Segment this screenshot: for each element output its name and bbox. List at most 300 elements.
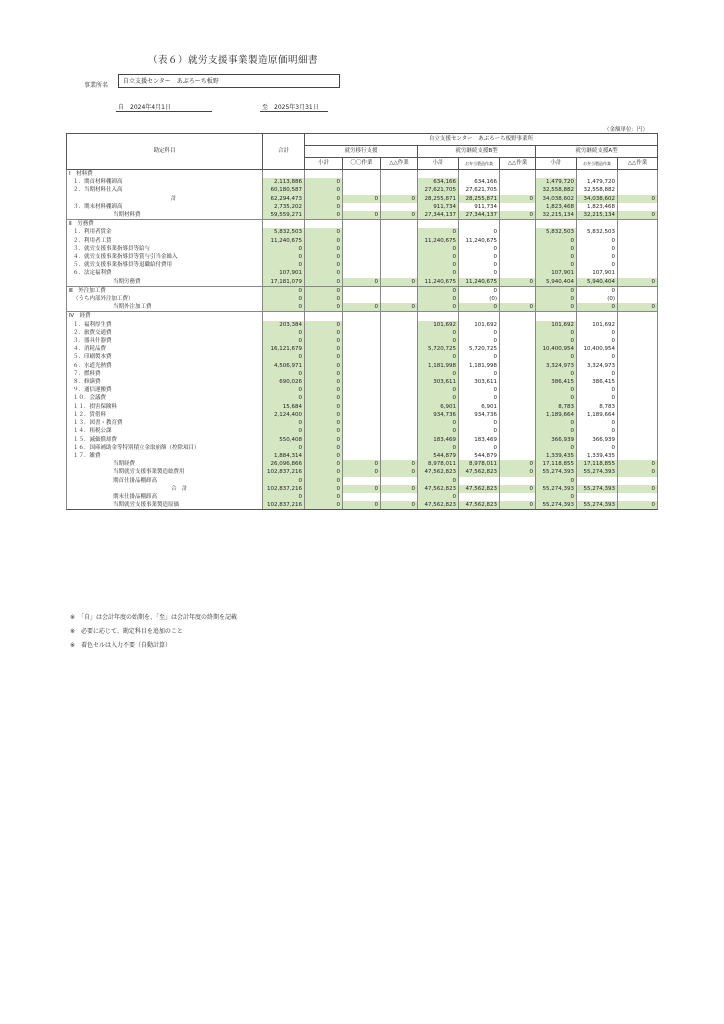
- row-value: 0: [459, 444, 500, 452]
- row-value: 5,720,725: [459, 345, 500, 353]
- row-value: [500, 362, 536, 370]
- row-value: 34,038,602: [536, 195, 577, 203]
- row-label: ６．法定福利費: [67, 269, 263, 277]
- row-value: [500, 394, 536, 402]
- row-value: 0: [418, 253, 459, 261]
- row-value: [381, 245, 418, 253]
- row-value: 102,837,216: [263, 468, 305, 476]
- row-value: [381, 253, 418, 261]
- row-value: 0: [459, 329, 500, 337]
- row-value: 0: [459, 269, 500, 277]
- row-value: 0: [459, 228, 500, 236]
- row-label: Ⅰ 材料費: [67, 170, 263, 179]
- row-value: [381, 353, 418, 361]
- row-value: 10,400,954: [577, 345, 618, 353]
- row-value: 0: [500, 485, 536, 493]
- row-value: 0: [418, 245, 459, 253]
- row-value: 1,189,664: [536, 411, 577, 419]
- table-row: [67, 269, 658, 277]
- row-value: [500, 295, 536, 303]
- row-label: Ⅱ 労務費: [67, 220, 263, 229]
- row-value: 1,884,314: [263, 452, 305, 460]
- table-row: [67, 211, 658, 220]
- row-value: 0: [305, 353, 343, 361]
- table-row: [67, 345, 658, 353]
- table-row: [67, 362, 658, 370]
- table-row: [67, 485, 658, 493]
- row-value: [381, 362, 418, 370]
- row-value: 544,879: [459, 452, 500, 460]
- row-value: [305, 312, 343, 321]
- row-value: 1,479,720: [536, 178, 577, 186]
- row-value: [459, 477, 500, 485]
- row-label: １２．賃借料: [67, 411, 263, 419]
- row-label: １７．雑費: [67, 452, 263, 460]
- header-col: お弁当製造作業: [459, 158, 500, 170]
- table-row: [67, 394, 658, 402]
- row-value: 0: [536, 245, 577, 253]
- row-value: 55,274,393: [577, 468, 618, 476]
- row-value: 0: [381, 501, 418, 510]
- row-value: 1,823,468: [577, 203, 618, 211]
- row-value: 0: [263, 419, 305, 427]
- row-label: 当期外注加工費: [67, 303, 263, 312]
- row-value: [418, 220, 459, 229]
- row-value: [500, 253, 536, 261]
- row-value: [343, 261, 381, 269]
- row-value: 0: [305, 203, 343, 211]
- row-value: 47,562,823: [418, 485, 459, 493]
- row-value: 0: [263, 295, 305, 303]
- table-row: [67, 321, 658, 329]
- header-col: 小計: [305, 158, 343, 170]
- row-value: 0: [263, 303, 305, 312]
- row-value: 0: [536, 353, 577, 361]
- row-value: 0: [500, 501, 536, 510]
- row-value: [381, 345, 418, 353]
- header-group: 自立支援センター あぶろーち板野事業所: [305, 134, 658, 146]
- row-value: [343, 237, 381, 245]
- row-value: [500, 444, 536, 452]
- row-value: 0: [305, 460, 343, 468]
- row-value: 0: [500, 468, 536, 476]
- row-value: 107,901: [536, 269, 577, 277]
- row-value: [618, 419, 658, 427]
- row-value: 55,274,393: [536, 485, 577, 493]
- row-value: [381, 269, 418, 277]
- row-value: 0: [577, 394, 618, 402]
- row-value: 0: [381, 303, 418, 312]
- row-value: 0: [305, 286, 343, 295]
- row-value: 0: [263, 493, 305, 501]
- row-value: [343, 362, 381, 370]
- row-value: 0: [343, 211, 381, 220]
- row-label: ４．就労支援事業指導員等賞与引当金繰入: [67, 253, 263, 261]
- row-value: 0: [577, 370, 618, 378]
- row-value: [381, 436, 418, 444]
- row-value: 934,736: [459, 411, 500, 419]
- row-value: (0): [459, 295, 500, 303]
- row-label: ５．印刷製本費: [67, 353, 263, 361]
- row-value: [500, 452, 536, 460]
- row-value: 0: [263, 477, 305, 485]
- row-value: 0: [418, 477, 459, 485]
- header-col: △△作業: [500, 158, 536, 170]
- table-row: [67, 195, 658, 203]
- row-value: 0: [418, 261, 459, 269]
- row-value: [381, 237, 418, 245]
- row-value: 5,832,503: [536, 228, 577, 236]
- row-value: [618, 362, 658, 370]
- row-value: [618, 237, 658, 245]
- row-label: １．利用者賃金: [67, 228, 263, 236]
- row-value: 47,562,823: [459, 485, 500, 493]
- row-label: １４．租税公課: [67, 427, 263, 435]
- row-value: [381, 170, 418, 179]
- row-value: 0: [618, 468, 658, 476]
- row-label: ２．利用者工賃: [67, 237, 263, 245]
- row-value: 2,735,202: [263, 203, 305, 211]
- row-value: [381, 370, 418, 378]
- row-value: 0: [305, 452, 343, 460]
- header-col: 小計: [536, 158, 577, 170]
- row-value: 0: [305, 362, 343, 370]
- row-label: 合 計: [67, 485, 263, 493]
- row-value: 0: [577, 237, 618, 245]
- row-value: 0: [536, 394, 577, 402]
- row-value: 0: [618, 501, 658, 510]
- row-value: [500, 477, 536, 485]
- row-value: 0: [263, 253, 305, 261]
- row-value: 0: [305, 211, 343, 220]
- row-value: [500, 403, 536, 411]
- row-value: [577, 493, 618, 501]
- row-value: 0: [459, 419, 500, 427]
- row-value: 0: [500, 278, 536, 287]
- row-value: 32,215,134: [577, 211, 618, 220]
- row-value: 3,324,973: [536, 362, 577, 370]
- row-value: 0: [381, 485, 418, 493]
- row-value: [343, 178, 381, 186]
- row-value: 690,026: [263, 378, 305, 386]
- row-value: [343, 444, 381, 452]
- row-value: 303,611: [459, 378, 500, 386]
- row-value: 634,166: [418, 178, 459, 186]
- table-row: [67, 253, 658, 261]
- row-value: [263, 312, 305, 321]
- row-value: 55,274,393: [577, 501, 618, 510]
- row-value: [381, 378, 418, 386]
- row-value: [343, 253, 381, 261]
- row-value: [618, 321, 658, 329]
- row-value: [343, 321, 381, 329]
- row-value: 6,901: [418, 403, 459, 411]
- row-value: [459, 220, 500, 229]
- table-row: [67, 493, 658, 501]
- row-value: 11,240,675: [418, 278, 459, 287]
- row-label: ２．旅費交通費: [67, 329, 263, 337]
- row-value: [343, 203, 381, 211]
- row-value: [618, 403, 658, 411]
- row-value: 0: [263, 386, 305, 394]
- row-value: [459, 312, 500, 321]
- row-value: 0: [305, 427, 343, 435]
- row-label: 期首仕掛品棚卸高: [67, 477, 263, 485]
- row-label: 当期経費: [67, 460, 263, 468]
- row-value: [500, 170, 536, 179]
- row-value: 17,118,855: [536, 460, 577, 468]
- row-value: 0: [536, 253, 577, 261]
- table-row: [67, 261, 658, 269]
- header-col: 〇〇作業: [343, 158, 381, 170]
- row-value: 0: [305, 485, 343, 493]
- row-label: ４．消耗品費: [67, 345, 263, 353]
- row-value: 0: [343, 195, 381, 203]
- row-value: 911,734: [418, 203, 459, 211]
- row-value: 11,240,675: [263, 237, 305, 245]
- row-value: 0: [618, 460, 658, 468]
- row-value: 1,339,435: [577, 452, 618, 460]
- row-value: 0: [305, 295, 343, 303]
- row-value: 0: [536, 303, 577, 312]
- row-value: [381, 312, 418, 321]
- row-value: [618, 295, 658, 303]
- row-value: 0: [500, 195, 536, 203]
- row-value: 0: [418, 286, 459, 295]
- row-value: 0: [263, 245, 305, 253]
- row-value: [459, 170, 500, 179]
- row-value: 32,558,882: [536, 186, 577, 194]
- row-label: １１．損害保険料: [67, 403, 263, 411]
- row-value: 0: [577, 253, 618, 261]
- row-value: (0): [577, 295, 618, 303]
- table-row: [67, 378, 658, 386]
- row-value: 0: [418, 353, 459, 361]
- row-value: [343, 477, 381, 485]
- row-value: 0: [459, 253, 500, 261]
- row-value: [618, 436, 658, 444]
- row-value: [500, 178, 536, 186]
- row-value: 0: [305, 329, 343, 337]
- header-col: お弁当製造作業: [577, 158, 618, 170]
- row-value: 0: [618, 211, 658, 220]
- row-value: [381, 477, 418, 485]
- row-value: 0: [305, 378, 343, 386]
- row-value: 911,734: [459, 203, 500, 211]
- row-value: 0: [418, 329, 459, 337]
- row-value: 101,692: [536, 321, 577, 329]
- row-value: 0: [577, 353, 618, 361]
- header-sub-c: 就労継続支援A型: [536, 146, 658, 158]
- row-value: [618, 444, 658, 452]
- row-value: 0: [500, 211, 536, 220]
- row-value: 0: [536, 386, 577, 394]
- row-value: [618, 477, 658, 485]
- row-value: 0: [459, 353, 500, 361]
- row-value: [343, 493, 381, 501]
- row-value: 0: [500, 303, 536, 312]
- row-value: 366,939: [577, 436, 618, 444]
- row-value: 2,124,400: [263, 411, 305, 419]
- row-value: 102,837,216: [263, 501, 305, 510]
- row-value: 0: [459, 386, 500, 394]
- row-value: 0: [343, 303, 381, 312]
- row-value: 15,684: [263, 403, 305, 411]
- row-value: 0: [418, 493, 459, 501]
- row-value: 34,038,602: [577, 195, 618, 203]
- row-value: 0: [577, 337, 618, 345]
- row-value: [618, 394, 658, 402]
- row-value: 0: [305, 436, 343, 444]
- row-value: [500, 220, 536, 229]
- row-value: 101,692: [459, 321, 500, 329]
- row-value: [618, 170, 658, 179]
- row-value: [343, 353, 381, 361]
- row-value: 0: [536, 337, 577, 345]
- row-value: 0: [381, 468, 418, 476]
- row-value: [618, 312, 658, 321]
- row-value: [381, 220, 418, 229]
- row-value: 0: [305, 386, 343, 394]
- row-value: 0: [459, 394, 500, 402]
- row-value: 0: [418, 228, 459, 236]
- row-value: 0: [459, 245, 500, 253]
- row-value: [343, 394, 381, 402]
- row-value: [381, 261, 418, 269]
- table-row: [67, 220, 658, 229]
- row-label: ２．当期材料仕入高: [67, 186, 263, 194]
- row-value: [343, 186, 381, 194]
- row-value: 47,562,823: [459, 501, 500, 510]
- row-value: 0: [305, 321, 343, 329]
- row-label: ９．通信運搬費: [67, 386, 263, 394]
- row-value: [381, 411, 418, 419]
- row-value: 0: [459, 261, 500, 269]
- row-value: [500, 378, 536, 386]
- row-label: 期末仕掛品棚卸高: [67, 493, 263, 501]
- row-label: 当期就労支援事業製造総費用: [67, 468, 263, 476]
- row-value: [500, 228, 536, 236]
- row-value: 107,901: [263, 269, 305, 277]
- row-value: 62,294,473: [263, 195, 305, 203]
- row-value: [618, 203, 658, 211]
- row-value: 1,823,468: [536, 203, 577, 211]
- row-label: １５．減価償却費: [67, 436, 263, 444]
- row-value: 0: [418, 303, 459, 312]
- table-row: [67, 329, 658, 337]
- row-value: 0: [305, 370, 343, 378]
- row-value: 0: [536, 261, 577, 269]
- row-value: [381, 452, 418, 460]
- row-value: 16,121,679: [263, 345, 305, 353]
- row-value: [381, 419, 418, 427]
- row-value: [500, 186, 536, 194]
- table-row: [67, 460, 658, 468]
- row-value: [305, 170, 343, 179]
- row-value: [381, 178, 418, 186]
- row-value: 0: [263, 353, 305, 361]
- table-row: [67, 237, 658, 245]
- row-value: 0: [305, 345, 343, 353]
- row-value: [381, 427, 418, 435]
- row-value: 0: [305, 186, 343, 194]
- row-label: １３．図書・教育費: [67, 419, 263, 427]
- row-value: [381, 286, 418, 295]
- row-value: 0: [305, 337, 343, 345]
- row-value: [618, 370, 658, 378]
- table-row: [67, 444, 658, 452]
- row-value: 0: [618, 195, 658, 203]
- table-row: [67, 245, 658, 253]
- row-value: 5,832,503: [577, 228, 618, 236]
- row-value: 183,469: [418, 436, 459, 444]
- table-row: [67, 295, 658, 303]
- row-value: [343, 312, 381, 321]
- row-value: 634,166: [459, 178, 500, 186]
- row-value: 27,344,137: [418, 211, 459, 220]
- row-value: [343, 228, 381, 236]
- row-value: [343, 419, 381, 427]
- row-value: 0: [618, 303, 658, 312]
- row-value: 0: [418, 295, 459, 303]
- row-value: [618, 411, 658, 419]
- period-to: 至 2025年3月31日: [262, 104, 319, 111]
- row-value: [500, 312, 536, 321]
- header-col: △△作業: [381, 158, 418, 170]
- row-value: 0: [381, 211, 418, 220]
- table-row: [67, 170, 658, 179]
- row-label: 当期労務費: [67, 278, 263, 287]
- row-value: 102,837,216: [263, 485, 305, 493]
- row-value: [500, 286, 536, 295]
- row-value: 6,901: [459, 403, 500, 411]
- row-value: [418, 312, 459, 321]
- row-value: 0: [343, 460, 381, 468]
- row-value: 0: [381, 460, 418, 468]
- row-value: [263, 170, 305, 179]
- row-value: 0: [381, 195, 418, 203]
- row-value: 0: [305, 278, 343, 287]
- row-value: 60,180,587: [263, 186, 305, 194]
- row-value: [343, 295, 381, 303]
- row-value: 59,559,271: [263, 211, 305, 220]
- table-row: [67, 411, 658, 419]
- row-value: 0: [305, 178, 343, 186]
- row-value: 0: [343, 468, 381, 476]
- row-value: 0: [305, 245, 343, 253]
- table-row: [67, 286, 658, 295]
- row-value: 8,783: [536, 403, 577, 411]
- row-value: 1,181,998: [459, 362, 500, 370]
- row-label: Ⅳ 経費: [67, 312, 263, 321]
- row-value: [381, 337, 418, 345]
- table-row: [67, 436, 658, 444]
- row-label: ３．期末材料棚卸高: [67, 203, 263, 211]
- header-sub-a: 就労移行支援: [305, 146, 418, 158]
- row-value: [577, 477, 618, 485]
- row-value: 0: [577, 386, 618, 394]
- row-value: [343, 329, 381, 337]
- table-row: [67, 468, 658, 476]
- row-value: 32,558,882: [577, 186, 618, 194]
- period-from-underline: [116, 111, 212, 112]
- row-value: 0: [263, 444, 305, 452]
- row-label: 計: [67, 195, 263, 203]
- row-value: [618, 286, 658, 295]
- row-value: [577, 220, 618, 229]
- row-label: ６．水道光熱費: [67, 362, 263, 370]
- row-value: 0: [305, 419, 343, 427]
